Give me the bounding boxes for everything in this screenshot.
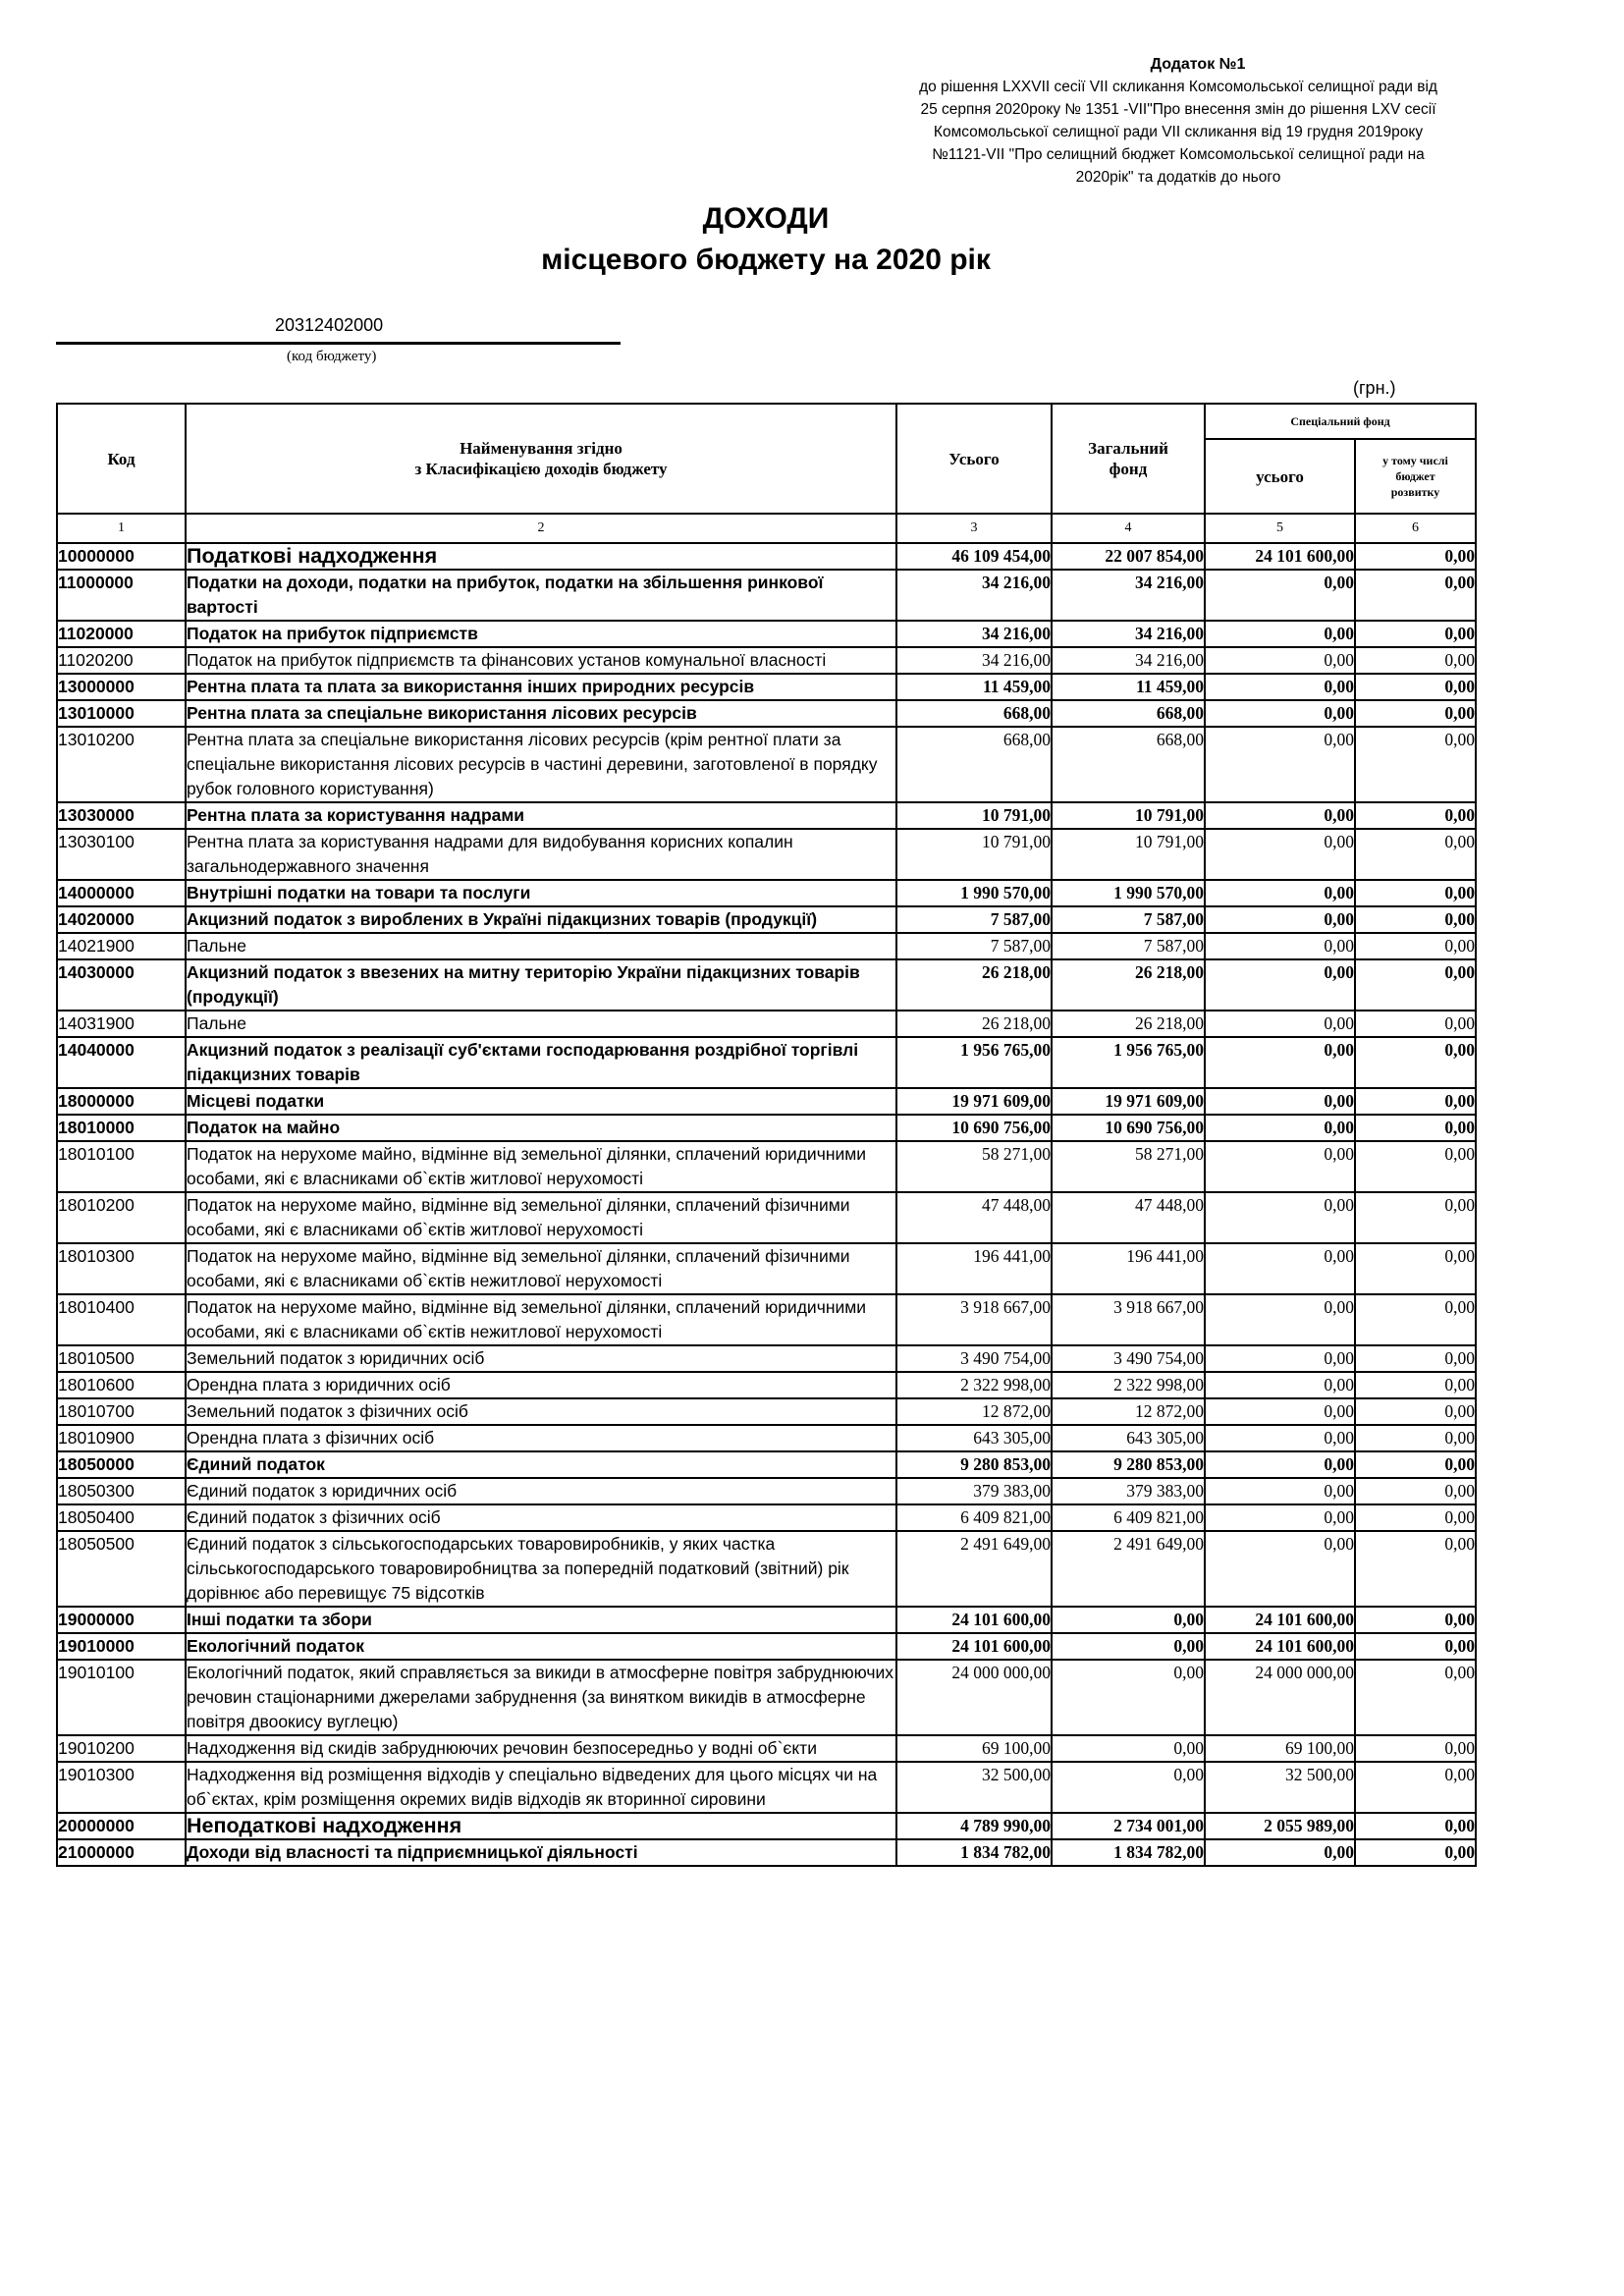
header-development-budget bbox=[1355, 439, 1476, 514]
row-development-budget: 0,00 bbox=[1355, 1531, 1476, 1607]
row-total: 2 491 649,00 bbox=[896, 1531, 1052, 1607]
row-general-fund: 6 409 821,00 bbox=[1052, 1504, 1205, 1531]
row-name: Рентна плата та плата за використання інших природних ресурсів bbox=[186, 674, 896, 700]
row-total: 1 956 765,00 bbox=[896, 1037, 1052, 1088]
table-row bbox=[57, 1478, 1476, 1504]
header-dev-line3: розвитку bbox=[1390, 485, 1440, 499]
row-special-fund: 24 101 600,00 bbox=[1205, 1633, 1355, 1660]
row-development-budget: 0,00 bbox=[1355, 647, 1476, 674]
row-general-fund: 3 918 667,00 bbox=[1052, 1294, 1205, 1345]
row-name: Пальне bbox=[186, 1011, 896, 1037]
row-total: 2 322 998,00 bbox=[896, 1372, 1052, 1398]
row-name: Податок на нерухоме майно, відмінне від земельної ділянки, сплачений юридичними особами, які є власниками об`єктів житлової нерухомості bbox=[186, 1141, 896, 1192]
appendix-line: до рішення LXXVII сесії VII скликання Комсомольської селищної ради від bbox=[919, 79, 1437, 95]
row-code: 18010000 bbox=[57, 1115, 186, 1141]
row-total: 34 216,00 bbox=[896, 570, 1052, 621]
table-row bbox=[57, 802, 1476, 829]
row-development-budget: 0,00 bbox=[1355, 621, 1476, 647]
row-development-budget: 0,00 bbox=[1355, 802, 1476, 829]
table-row bbox=[57, 933, 1476, 959]
row-total: 1 990 570,00 bbox=[896, 880, 1052, 906]
table-row bbox=[57, 674, 1476, 700]
table-row bbox=[57, 1425, 1476, 1451]
row-special-fund: 24 000 000,00 bbox=[1205, 1660, 1355, 1735]
row-development-budget: 0,00 bbox=[1355, 880, 1476, 906]
row-name: Податок на нерухоме майно, відмінне від земельної ділянки, сплачений фізичними особами, які є власниками об`єктів нежитлової нерухомості bbox=[186, 1243, 896, 1294]
table-row bbox=[57, 1398, 1476, 1425]
row-development-budget: 0,00 bbox=[1355, 1294, 1476, 1345]
row-name: Земельний податок з юридичних осіб bbox=[186, 1345, 896, 1372]
header-general-fund bbox=[1052, 404, 1205, 514]
row-total: 7 587,00 bbox=[896, 933, 1052, 959]
row-total: 26 218,00 bbox=[896, 1011, 1052, 1037]
row-special-fund: 0,00 bbox=[1205, 1141, 1355, 1192]
row-code: 10000000 bbox=[57, 543, 186, 570]
row-general-fund: 0,00 bbox=[1052, 1735, 1205, 1762]
appendix-line: Комсомольської селищної ради VII скликання від 19 грудня 2019року bbox=[933, 124, 1424, 140]
table-row bbox=[57, 1451, 1476, 1478]
row-code: 18050500 bbox=[57, 1531, 186, 1607]
table-row bbox=[57, 1839, 1476, 1866]
row-code: 18050400 bbox=[57, 1504, 186, 1531]
row-total: 32 500,00 bbox=[896, 1762, 1052, 1813]
row-development-budget: 0,00 bbox=[1355, 1633, 1476, 1660]
row-code: 13010000 bbox=[57, 700, 186, 727]
row-code: 19000000 bbox=[57, 1607, 186, 1633]
document-title: ДОХОДИ bbox=[702, 202, 830, 235]
table-row bbox=[57, 1372, 1476, 1398]
row-name: Надходження від скидів забруднюючих речовин безпосередньо у водні об`єкти bbox=[186, 1735, 896, 1762]
row-development-budget: 0,00 bbox=[1355, 906, 1476, 933]
row-special-fund: 0,00 bbox=[1205, 1504, 1355, 1531]
row-name: Екологічний податок, який справляється за викиди в атмосферне повітря забруднюючих речовин стаціонарними джерелами забруднення (за винятком викидів в атмосферне повітря двоокису вуглецю) bbox=[186, 1660, 896, 1735]
header-code: Код bbox=[57, 404, 186, 514]
row-code: 18010200 bbox=[57, 1192, 186, 1243]
row-special-fund: 0,00 bbox=[1205, 1478, 1355, 1504]
row-total: 9 280 853,00 bbox=[896, 1451, 1052, 1478]
row-development-budget: 0,00 bbox=[1355, 1504, 1476, 1531]
row-code: 13000000 bbox=[57, 674, 186, 700]
row-total: 196 441,00 bbox=[896, 1243, 1052, 1294]
row-development-budget: 0,00 bbox=[1355, 1735, 1476, 1762]
table-row bbox=[57, 727, 1476, 802]
row-general-fund: 10 791,00 bbox=[1052, 829, 1205, 880]
row-total: 3 918 667,00 bbox=[896, 1294, 1052, 1345]
row-general-fund: 34 216,00 bbox=[1052, 621, 1205, 647]
row-name: Податок на майно bbox=[186, 1115, 896, 1141]
row-general-fund: 9 280 853,00 bbox=[1052, 1451, 1205, 1478]
row-special-fund: 0,00 bbox=[1205, 1839, 1355, 1866]
header-name-line1: Найменування згідно bbox=[460, 439, 623, 458]
header-special-fund: Спеціальний фонд bbox=[1205, 404, 1476, 439]
table-body bbox=[57, 543, 1476, 1866]
row-general-fund: 22 007 854,00 bbox=[1052, 543, 1205, 570]
row-special-fund: 0,00 bbox=[1205, 933, 1355, 959]
table-row bbox=[57, 1531, 1476, 1607]
appendix-line: 2020рік" та додатків до нього bbox=[1075, 169, 1281, 186]
row-name: Внутрішні податки на товари та послуги bbox=[186, 880, 896, 906]
row-code: 11020200 bbox=[57, 647, 186, 674]
table-row bbox=[57, 700, 1476, 727]
row-development-budget: 0,00 bbox=[1355, 543, 1476, 570]
row-name: Рентна плата за користування надрами для видобування корисних копалин загальнодержавного значення bbox=[186, 829, 896, 880]
row-special-fund: 2 055 989,00 bbox=[1205, 1813, 1355, 1839]
row-code: 19010300 bbox=[57, 1762, 186, 1813]
table-row bbox=[57, 1243, 1476, 1294]
row-development-budget: 0,00 bbox=[1355, 1192, 1476, 1243]
row-development-budget: 0,00 bbox=[1355, 570, 1476, 621]
row-code: 18010700 bbox=[57, 1398, 186, 1425]
row-name: Акцизний податок з вироблених в Україні підакцизних товарів (продукції) bbox=[186, 906, 896, 933]
row-total: 12 872,00 bbox=[896, 1398, 1052, 1425]
row-name: Рентна плата за спеціальне використання лісових ресурсів bbox=[186, 700, 896, 727]
row-total: 24 101 600,00 bbox=[896, 1607, 1052, 1633]
table-row bbox=[57, 1633, 1476, 1660]
row-code: 19010100 bbox=[57, 1660, 186, 1735]
row-special-fund: 0,00 bbox=[1205, 1192, 1355, 1243]
row-total: 643 305,00 bbox=[896, 1425, 1052, 1451]
row-general-fund: 0,00 bbox=[1052, 1762, 1205, 1813]
column-number: 2 bbox=[186, 514, 896, 543]
row-code: 14031900 bbox=[57, 1011, 186, 1037]
document-subtitle: місцевого бюджету на 2020 рік bbox=[541, 244, 991, 276]
row-development-budget: 0,00 bbox=[1355, 1243, 1476, 1294]
row-total: 6 409 821,00 bbox=[896, 1504, 1052, 1531]
table-row bbox=[57, 1813, 1476, 1839]
row-development-budget: 0,00 bbox=[1355, 1088, 1476, 1115]
row-development-budget: 0,00 bbox=[1355, 1037, 1476, 1088]
row-total: 7 587,00 bbox=[896, 906, 1052, 933]
row-total: 46 109 454,00 bbox=[896, 543, 1052, 570]
header-name bbox=[186, 404, 896, 514]
column-number: 4 bbox=[1052, 514, 1205, 543]
table-row bbox=[57, 906, 1476, 933]
row-code: 14020000 bbox=[57, 906, 186, 933]
row-general-fund: 58 271,00 bbox=[1052, 1141, 1205, 1192]
table-row bbox=[57, 1088, 1476, 1115]
row-development-budget: 0,00 bbox=[1355, 959, 1476, 1011]
row-name: Податок на нерухоме майно, відмінне від земельної ділянки, сплачений фізичними особами, які є власниками об`єктів житлової нерухомості bbox=[186, 1192, 896, 1243]
row-special-fund: 0,00 bbox=[1205, 1425, 1355, 1451]
row-name: Податок на прибуток підприємств та фінансових установ комунальної власності bbox=[186, 647, 896, 674]
row-general-fund: 7 587,00 bbox=[1052, 933, 1205, 959]
row-total: 3 490 754,00 bbox=[896, 1345, 1052, 1372]
row-general-fund: 2 491 649,00 bbox=[1052, 1531, 1205, 1607]
row-name: Податок на нерухоме майно, відмінне від земельної ділянки, сплачений юридичними особами, які є власниками об`єктів нежитлової нерухомості bbox=[186, 1294, 896, 1345]
row-total: 24 101 600,00 bbox=[896, 1633, 1052, 1660]
column-number: 5 bbox=[1205, 514, 1355, 543]
row-name: Інші податки та збори bbox=[186, 1607, 896, 1633]
budget-code-caption: (код бюджету) bbox=[287, 349, 377, 364]
row-special-fund: 0,00 bbox=[1205, 1037, 1355, 1088]
row-general-fund: 26 218,00 bbox=[1052, 959, 1205, 1011]
row-name: Земельний податок з фізичних осіб bbox=[186, 1398, 896, 1425]
row-development-budget: 0,00 bbox=[1355, 1345, 1476, 1372]
row-code: 13010200 bbox=[57, 727, 186, 802]
table-row bbox=[57, 1294, 1476, 1345]
column-number: 1 bbox=[57, 514, 186, 543]
table-row bbox=[57, 959, 1476, 1011]
row-name: Орендна плата з фізичних осіб bbox=[186, 1425, 896, 1451]
table-row bbox=[57, 1735, 1476, 1762]
row-general-fund: 7 587,00 bbox=[1052, 906, 1205, 933]
row-code: 18010600 bbox=[57, 1372, 186, 1398]
header-name-line2: з Класифікацією доходів бюджету bbox=[414, 460, 668, 478]
row-code: 14021900 bbox=[57, 933, 186, 959]
column-number: 3 bbox=[896, 514, 1052, 543]
row-special-fund: 0,00 bbox=[1205, 1398, 1355, 1425]
row-code: 18000000 bbox=[57, 1088, 186, 1115]
row-special-fund: 32 500,00 bbox=[1205, 1762, 1355, 1813]
row-general-fund: 668,00 bbox=[1052, 727, 1205, 802]
row-name: Акцизний податок з ввезених на митну територію України підакцизних товарів (продукції) bbox=[186, 959, 896, 1011]
row-special-fund: 0,00 bbox=[1205, 1011, 1355, 1037]
row-development-budget: 0,00 bbox=[1355, 1141, 1476, 1192]
row-development-budget: 0,00 bbox=[1355, 1762, 1476, 1813]
row-total: 379 383,00 bbox=[896, 1478, 1052, 1504]
header-general-line1: Загальний bbox=[1088, 439, 1168, 458]
header-special-total: усього bbox=[1205, 439, 1355, 514]
row-special-fund: 69 100,00 bbox=[1205, 1735, 1355, 1762]
row-name: Доходи від власності та підприємницької діяльності bbox=[186, 1839, 896, 1866]
row-code: 18010500 bbox=[57, 1345, 186, 1372]
table-row bbox=[57, 1762, 1476, 1813]
row-total: 26 218,00 bbox=[896, 959, 1052, 1011]
row-special-fund: 0,00 bbox=[1205, 959, 1355, 1011]
row-development-budget: 0,00 bbox=[1355, 700, 1476, 727]
row-name: Єдиний податок з сільськогосподарських товаровиробників, у яких частка сільськогосподарського товаровиробництва за попередній податковий (звітний) рік дорівнює або перевищує 75 відсотків bbox=[186, 1531, 896, 1607]
row-total: 24 000 000,00 bbox=[896, 1660, 1052, 1735]
row-name: Податок на прибуток підприємств bbox=[186, 621, 896, 647]
appendix-block bbox=[864, 53, 1492, 189]
row-total: 10 791,00 bbox=[896, 829, 1052, 880]
row-special-fund: 0,00 bbox=[1205, 1294, 1355, 1345]
row-development-budget: 0,00 bbox=[1355, 1372, 1476, 1398]
row-name: Податки на доходи, податки на прибуток, податки на збільшення ринкової вартості bbox=[186, 570, 896, 621]
table-row bbox=[57, 1011, 1476, 1037]
row-total: 47 448,00 bbox=[896, 1192, 1052, 1243]
row-development-budget: 0,00 bbox=[1355, 1115, 1476, 1141]
row-code: 11000000 bbox=[57, 570, 186, 621]
row-name: Надходження від розміщення відходів у спеціально відведених для цього місцях чи на об`єктах, крім розміщення окремих видів відходів як вторинної сировини bbox=[186, 1762, 896, 1813]
row-special-fund: 0,00 bbox=[1205, 727, 1355, 802]
table-row bbox=[57, 1192, 1476, 1243]
row-total: 10 690 756,00 bbox=[896, 1115, 1052, 1141]
row-general-fund: 34 216,00 bbox=[1052, 570, 1205, 621]
row-name: Податкові надходження bbox=[186, 543, 896, 570]
row-special-fund: 0,00 bbox=[1205, 1531, 1355, 1607]
table-row bbox=[57, 1141, 1476, 1192]
appendix-title: Додаток №1 bbox=[1150, 56, 1246, 73]
table-row bbox=[57, 1115, 1476, 1141]
row-general-fund: 0,00 bbox=[1052, 1633, 1205, 1660]
row-total: 34 216,00 bbox=[896, 621, 1052, 647]
row-code: 18010300 bbox=[57, 1243, 186, 1294]
row-development-budget: 0,00 bbox=[1355, 727, 1476, 802]
row-general-fund: 196 441,00 bbox=[1052, 1243, 1205, 1294]
row-code: 14030000 bbox=[57, 959, 186, 1011]
row-total: 668,00 bbox=[896, 727, 1052, 802]
row-development-budget: 0,00 bbox=[1355, 1425, 1476, 1451]
column-number-row bbox=[57, 514, 1476, 543]
row-special-fund: 0,00 bbox=[1205, 880, 1355, 906]
row-code: 18050300 bbox=[57, 1478, 186, 1504]
row-development-budget: 0,00 bbox=[1355, 1478, 1476, 1504]
row-special-fund: 0,00 bbox=[1205, 1115, 1355, 1141]
row-special-fund: 0,00 bbox=[1205, 829, 1355, 880]
row-general-fund: 34 216,00 bbox=[1052, 647, 1205, 674]
row-code: 20000000 bbox=[57, 1813, 186, 1839]
row-development-budget: 0,00 bbox=[1355, 1813, 1476, 1839]
revenue-table bbox=[56, 403, 1477, 1867]
row-development-budget: 0,00 bbox=[1355, 933, 1476, 959]
table-row bbox=[57, 1660, 1476, 1735]
row-name: Неподаткові надходження bbox=[186, 1813, 896, 1839]
row-total: 11 459,00 bbox=[896, 674, 1052, 700]
row-general-fund: 10 690 756,00 bbox=[1052, 1115, 1205, 1141]
row-development-budget: 0,00 bbox=[1355, 1011, 1476, 1037]
row-total: 4 789 990,00 bbox=[896, 1813, 1052, 1839]
table-row bbox=[57, 647, 1476, 674]
row-general-fund: 668,00 bbox=[1052, 700, 1205, 727]
row-special-fund: 0,00 bbox=[1205, 1243, 1355, 1294]
row-special-fund: 0,00 bbox=[1205, 570, 1355, 621]
row-total: 69 100,00 bbox=[896, 1735, 1052, 1762]
appendix-line: 25 серпня 2020року № 1351 -VII"Про внесення змін до рішення LXV сесії bbox=[920, 101, 1436, 118]
row-special-fund: 0,00 bbox=[1205, 1088, 1355, 1115]
row-name: Єдиний податок bbox=[186, 1451, 896, 1478]
row-total: 1 834 782,00 bbox=[896, 1839, 1052, 1866]
table-row bbox=[57, 829, 1476, 880]
row-special-fund: 0,00 bbox=[1205, 1451, 1355, 1478]
row-name: Єдиний податок з фізичних осіб bbox=[186, 1504, 896, 1531]
row-general-fund: 2 322 998,00 bbox=[1052, 1372, 1205, 1398]
row-total: 668,00 bbox=[896, 700, 1052, 727]
table-row bbox=[57, 621, 1476, 647]
row-code: 18010100 bbox=[57, 1141, 186, 1192]
row-general-fund: 0,00 bbox=[1052, 1660, 1205, 1735]
table-row bbox=[57, 1607, 1476, 1633]
row-code: 18050000 bbox=[57, 1451, 186, 1478]
row-development-budget: 0,00 bbox=[1355, 1839, 1476, 1866]
table-row bbox=[57, 880, 1476, 906]
row-general-fund: 2 734 001,00 bbox=[1052, 1813, 1205, 1839]
row-total: 58 271,00 bbox=[896, 1141, 1052, 1192]
row-name: Рентна плата за спеціальне використання лісових ресурсів (крім рентної плати за спеціальне використання лісових ресурсів в частині деревини, заготовленої в порядку рубок головного користування) bbox=[186, 727, 896, 802]
row-general-fund: 0,00 bbox=[1052, 1607, 1205, 1633]
row-total: 19 971 609,00 bbox=[896, 1088, 1052, 1115]
table-row bbox=[57, 1504, 1476, 1531]
row-general-fund: 26 218,00 bbox=[1052, 1011, 1205, 1037]
row-general-fund: 1 990 570,00 bbox=[1052, 880, 1205, 906]
row-name: Пальне bbox=[186, 933, 896, 959]
header-general-line2: фонд bbox=[1109, 460, 1148, 478]
row-development-budget: 0,00 bbox=[1355, 1398, 1476, 1425]
row-special-fund: 0,00 bbox=[1205, 906, 1355, 933]
row-special-fund: 0,00 bbox=[1205, 621, 1355, 647]
row-development-budget: 0,00 bbox=[1355, 674, 1476, 700]
row-special-fund: 0,00 bbox=[1205, 1345, 1355, 1372]
table-row bbox=[57, 1345, 1476, 1372]
row-general-fund: 12 872,00 bbox=[1052, 1398, 1205, 1425]
row-name: Екологічний податок bbox=[186, 1633, 896, 1660]
budget-code: 20312402000 bbox=[275, 315, 384, 335]
row-development-budget: 0,00 bbox=[1355, 1451, 1476, 1478]
row-general-fund: 1 834 782,00 bbox=[1052, 1839, 1205, 1866]
row-code: 21000000 bbox=[57, 1839, 186, 1866]
table-row bbox=[57, 543, 1476, 570]
row-name: Акцизний податок з реалізації суб'єктами господарювання роздрібної торгівлі підакцизних товарів bbox=[186, 1037, 896, 1088]
row-general-fund: 379 383,00 bbox=[1052, 1478, 1205, 1504]
row-general-fund: 10 791,00 bbox=[1052, 802, 1205, 829]
row-code: 19010000 bbox=[57, 1633, 186, 1660]
row-special-fund: 24 101 600,00 bbox=[1205, 543, 1355, 570]
row-total: 10 791,00 bbox=[896, 802, 1052, 829]
row-special-fund: 0,00 bbox=[1205, 802, 1355, 829]
table-row bbox=[57, 570, 1476, 621]
row-code: 14040000 bbox=[57, 1037, 186, 1088]
appendix-line: №1121-VII "Про селищний бюджет Комсомольської селищної ради на bbox=[932, 146, 1425, 163]
row-special-fund: 0,00 bbox=[1205, 647, 1355, 674]
row-general-fund: 11 459,00 bbox=[1052, 674, 1205, 700]
row-development-budget: 0,00 bbox=[1355, 1607, 1476, 1633]
currency-unit: (грн.) bbox=[1353, 378, 1396, 398]
header-total: Усього bbox=[896, 404, 1052, 514]
row-general-fund: 1 956 765,00 bbox=[1052, 1037, 1205, 1088]
row-code: 18010900 bbox=[57, 1425, 186, 1451]
row-special-fund: 24 101 600,00 bbox=[1205, 1607, 1355, 1633]
column-number: 6 bbox=[1355, 514, 1476, 543]
row-general-fund: 3 490 754,00 bbox=[1052, 1345, 1205, 1372]
row-code: 19010200 bbox=[57, 1735, 186, 1762]
row-code: 11020000 bbox=[57, 621, 186, 647]
row-name: Єдиний податок з юридичних осіб bbox=[186, 1478, 896, 1504]
row-code: 14000000 bbox=[57, 880, 186, 906]
header-dev-line2: бюджет bbox=[1395, 469, 1435, 483]
row-special-fund: 0,00 bbox=[1205, 674, 1355, 700]
row-general-fund: 47 448,00 bbox=[1052, 1192, 1205, 1243]
row-special-fund: 0,00 bbox=[1205, 700, 1355, 727]
row-name: Місцеві податки bbox=[186, 1088, 896, 1115]
row-general-fund: 643 305,00 bbox=[1052, 1425, 1205, 1451]
row-total: 34 216,00 bbox=[896, 647, 1052, 674]
row-code: 13030100 bbox=[57, 829, 186, 880]
row-code: 13030000 bbox=[57, 802, 186, 829]
row-general-fund: 19 971 609,00 bbox=[1052, 1088, 1205, 1115]
row-name: Орендна плата з юридичних осіб bbox=[186, 1372, 896, 1398]
row-code: 18010400 bbox=[57, 1294, 186, 1345]
budget-code-underline bbox=[56, 342, 621, 345]
row-development-budget: 0,00 bbox=[1355, 829, 1476, 880]
table-row bbox=[57, 1037, 1476, 1088]
row-name: Рентна плата за користування надрами bbox=[186, 802, 896, 829]
header-dev-line1: у тому числі bbox=[1382, 454, 1448, 467]
row-special-fund: 0,00 bbox=[1205, 1372, 1355, 1398]
row-development-budget: 0,00 bbox=[1355, 1660, 1476, 1735]
